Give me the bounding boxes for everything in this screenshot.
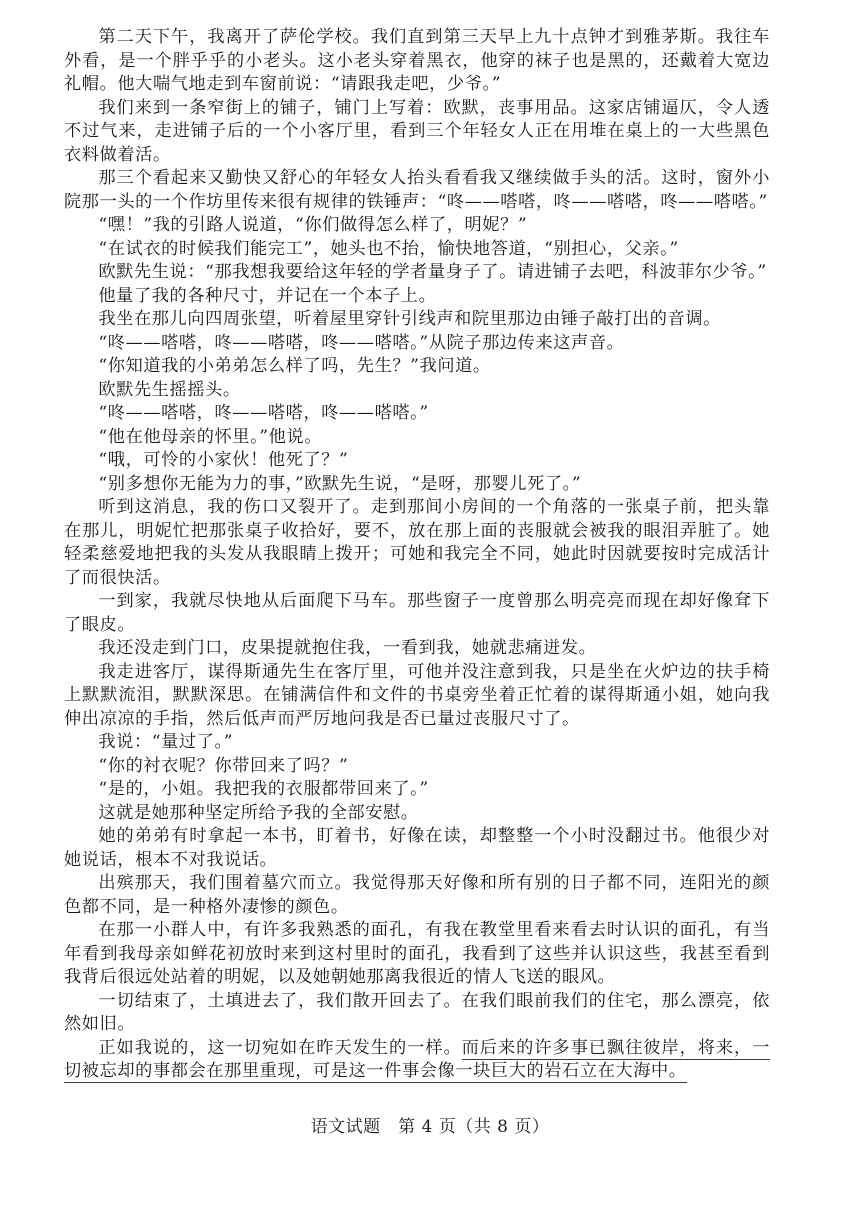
paragraph: 他量了我的各种尺寸，并记在一个本子上。: [98, 285, 437, 306]
paragraph: “哦，可怜的小家伙！他死了？”: [98, 450, 349, 470]
paragraph: 出殡那天，我们围着墓穴而立。我觉得那天好像和所有别的日子都不同，连阳光的颜色都不同，是一种格外凄惨的颜色。: [64, 873, 770, 917]
paragraph: 她的弟弟有时拿起一本书，盯着书，好像在读，却整整一个小时没翻过书。他很少对她说话，根本不对我说话。: [64, 826, 770, 870]
paragraph: 那三个看起来又勤快又舒心的年轻女人抬头看看我又继续做手头的活。这时，窗外小院那一头的一个作坊里传来很有规律的铁锤声：“咚——嗒嗒，咚——嗒嗒，咚——嗒嗒。”: [64, 168, 770, 212]
paragraph: 第二天下午，我离开了萨伦学校。我们直到第三天早上九十点钟才到雅茅斯。我往车外看，是一个胖乎乎的小老头。这小老头穿着黑衣，他穿的袜子也是黑的，还戴着大宽边礼帽。他大喘气地走到车窗前说：“请跟我走吧，少爷。”: [64, 27, 770, 94]
paragraph: 欧默先生说：“那我想我要给这年轻的学者量身子了。请进铺子去吧，科波菲尔少爷。”: [98, 262, 767, 282]
paragraph: “是的，小姐。我把我的衣服都带回来了。”: [98, 779, 429, 799]
paragraph: 一到家，我就尽快地从后面爬下马车。那些窗子一度曾那么明亮亮而现在却好像耷下了眼皮。: [64, 591, 770, 635]
paragraph: “别多想你无能为力的事，”欧默先生说，“是呀，那婴儿死了。”: [98, 473, 582, 494]
paragraph: “咚——嗒嗒，咚——嗒嗒，咚——嗒嗒。”: [98, 403, 429, 423]
paragraph: 听到这消息，我的伤口又裂开了。走到那间小房间的一个角落的一张桌子前，把头靠在那儿，明妮忙把那张桌子收拾好，要不，放在那上面的丧服就会被我的眼泪弄脏了。她轻柔慈爱地把我的头发从我眼睛上拨开；可她和我完全不同，她此时因就要按时完成活计了而很快活。: [64, 497, 770, 588]
paragraph: 一切结束了，土填进去了，我们散开回去了。在我们眼前我们的住宅，那么漂亮，依然如旧。: [64, 990, 770, 1034]
paragraph: “你知道我的小弟弟怎么样了吗，先生？”我问道。: [98, 356, 491, 376]
paragraph: 这就是她那种坚定所给予我的全部安慰。: [98, 802, 419, 823]
paragraph: 我说：“量过了。”: [98, 732, 234, 752]
paragraph: “他在他母亲的怀里。”他说。: [98, 426, 323, 447]
paragraph: 欧默先生摇摇头。: [98, 379, 241, 400]
paragraph: 我坐在那儿向四周张望，听着屋里穿针引线声和院里那边由锤子敲打出的音调。: [98, 309, 721, 329]
paragraph: 在那一小群人中，有许多我熟悉的面孔，有我在教堂里看来看去时认识的面孔，有当年看到我母亲如鲜花初放时来到这村里时的面孔，我看到了这些并认识这些，我甚至看到我背后很远处站着的明妮，以及她朝她那离我很近的情人飞送的眼风。: [64, 920, 770, 987]
paragraph: 我还没走到门口，皮果提就抱住我，一看到我，她就悲痛迸发。: [98, 638, 597, 658]
paragraph: “你的衬衣呢？你带回来了吗？”: [98, 755, 349, 776]
underlined-sentence: 而后来的许多事已飘往彼岸，将来，一切被忘却的事都会在那里重现，可是这一件事会像一块巨大的岩石立在大海中。: [64, 1037, 770, 1081]
paragraph: “嘿！”我的引路人说道，“你们做得怎么样了，明妮？”: [98, 215, 528, 235]
last-paragraph: [64, 1037, 770, 1084]
paragraph: “在试衣的时候我们能完工”，她头也不抬，愉快地答道，“别担心，父亲。”: [98, 238, 679, 259]
page-footer: 语文试题 第 4 页（共 8 页）: [310, 1117, 550, 1137]
paragraph: “咚——嗒嗒，咚——嗒嗒，咚——嗒嗒。”从院子那边传来这声音。: [98, 332, 625, 353]
paragraph: 我们来到一条窄街上的铺子，铺门上写着：欧默，丧事用品。这家店铺逼仄，令人透不过气来，走进铺子后的一个小客厅里，看到三个年轻女人正在用堆在桌上的一大些黑色衣料做着活。: [64, 97, 770, 165]
paragraph: 我走进客厅，谋得斯通先生在客厅里，可他并没注意到我，只是坐在火炉边的扶手椅上默默流泪，默默深思。在铺满信件和文件的书桌旁坐着正忙着的谋得斯通小姐，她向我伸出凉凉的手指，然后低声而严厉地问我是否已量过丧服尺寸了。: [64, 661, 770, 729]
reading-passage: [64, 26, 770, 1084]
last-paragraph-text: 正如我说的，这一切宛如在昨天发生的一样。: [98, 1037, 462, 1058]
